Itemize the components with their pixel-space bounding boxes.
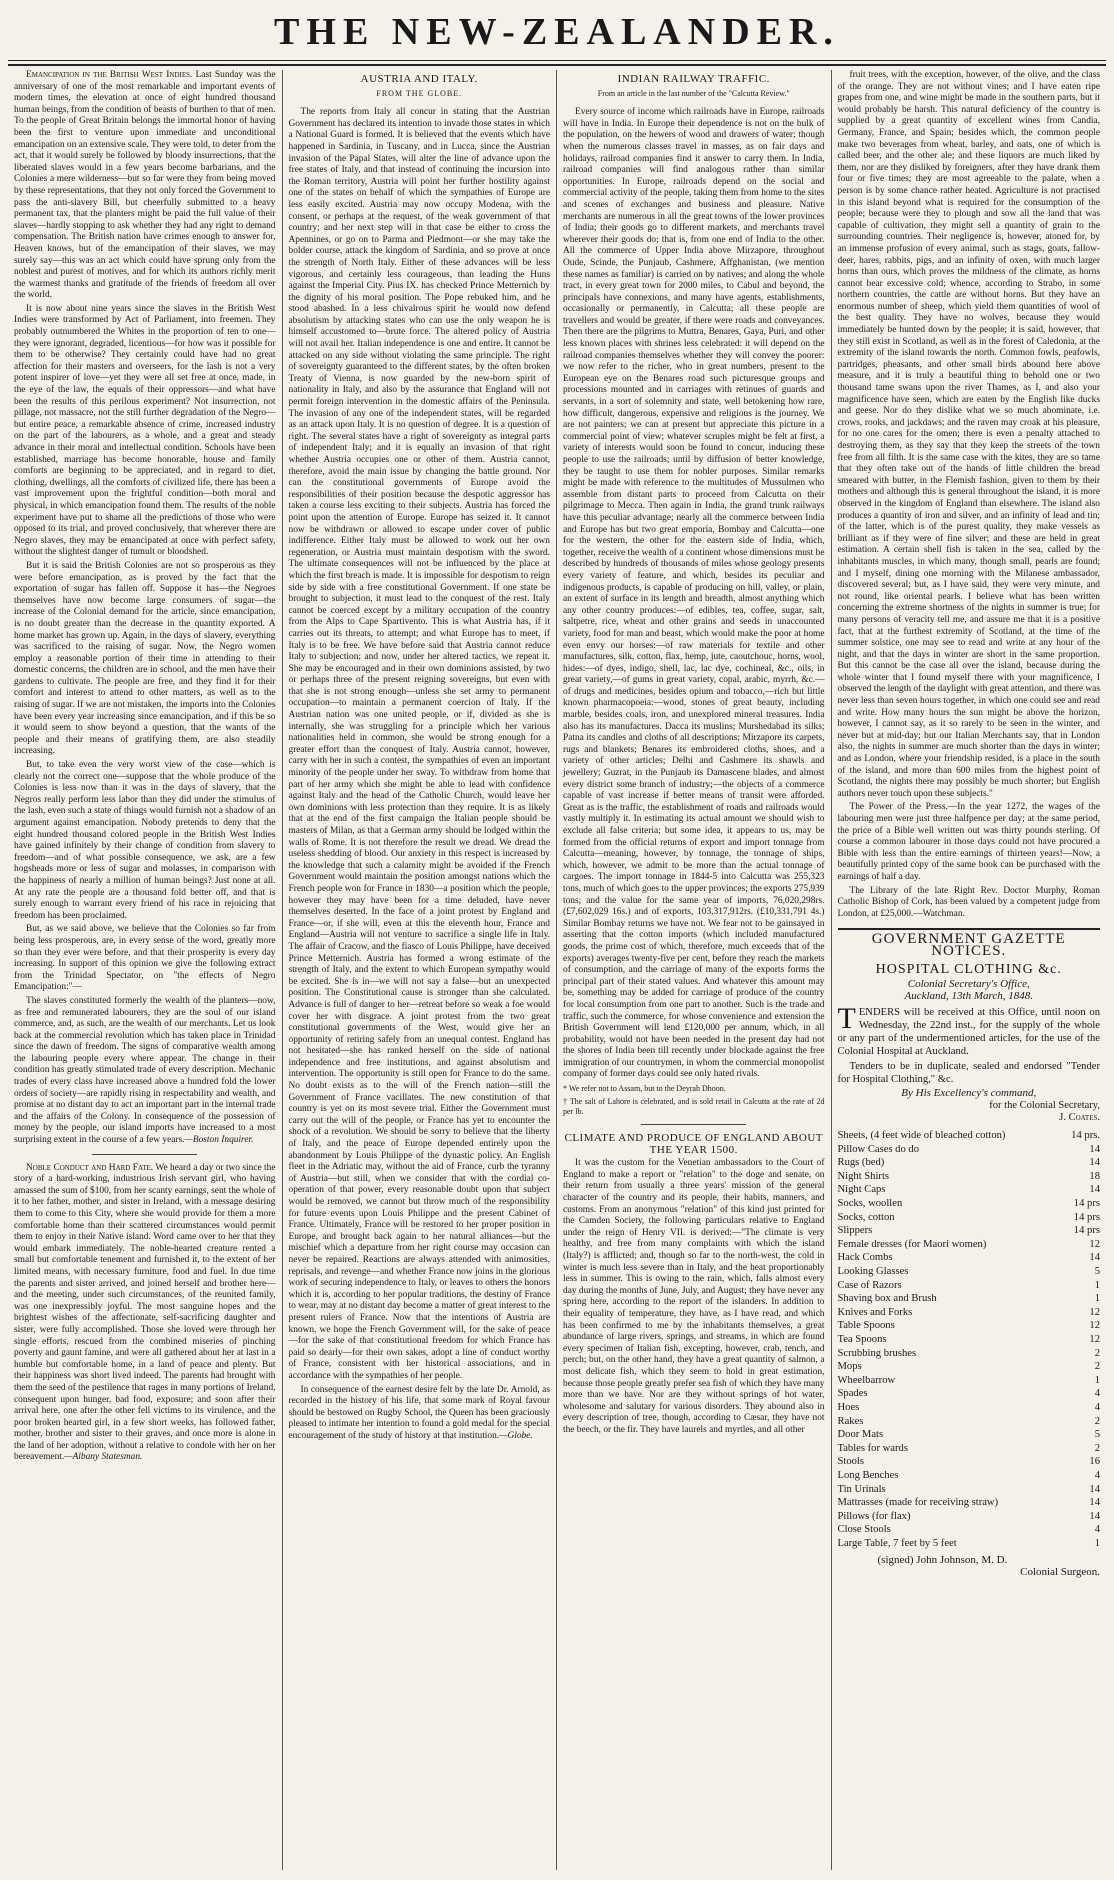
emancipation-para: But, to take even the very worst view of the case—which is clearly not the correct one—suppose that the whole produce of the Colonies is less now than it was in the days of slavery, that the Negros really perform less labor than they did under the stimulus of the lash, even such a state of things would furnish not a shadow of an argument against emancipation. Nobody pretends to deny that the eight hundred thousand colored people in the British West Indies have gained infinitely by their change of condition from slavery to freedom—and of what possible consequence, we ask, are a few hogsheads more or less of sugar and molasses, in comparison with the happiness of nearly a million of human beings? Just none at all. At any rate the people are a thousand fold better off, and that is surely enough to warrant every friend of his race in rejoicing that freedom has been proclaimed. [14,760,276,921]
library-para: The Library of the late Right Rev. Doctor Murphy, Roman Catholic Bishop of Cork, has been valued by a competent judge from London, at £25,000.—Watchman. [837,885,1100,919]
item-quantity: 1 [1094,1374,1100,1386]
item-name: Slippers [837,1225,873,1237]
indian-railway-source-line: From an article in the last number of the "Calcutta Review." [597,88,790,98]
item-quantity: 14 [1089,1510,1100,1522]
item-quantity: 4 [1094,1524,1100,1536]
table-row [838,1251,1101,1265]
noble-conduct-title: Noble Conduct and Hard Fate. [26,1162,154,1173]
notice-signer: J. Coates. [1059,1111,1100,1123]
item-name: Rakes [837,1415,864,1427]
items-table-body [838,1129,1101,1550]
item-name: Hoes [837,1401,860,1413]
item-quantity: 14 [1089,1184,1100,1196]
footnote: † The salt of Lahore is celebrated, and is sold retail in Calcutta at the rate of 2d per lb. [563,1097,825,1117]
noble-conduct-article: Noble Conduct and Hard Fate. We heard a day or two since the story of a hard-working, industrious Irish servant girl, who having amassed the sum of $100, from her scanty earnings, sent the whole of it to her father, mother, and sister in Ireland, with a message desiring them to come to this City, where she would provide for them a more comfortable home than their scattered circumstances would permit them to enjoy in their Native island. Word came over to her that they would embark immediately. The noble-hearted creature rented a small but comfortable tenement and furnished it, to the extent of her limited means, with necessary furniture, food and fuel. In due time the parents and sister arrived, and joined herself and brother here—and the meeting, under such circumstances, of the reunited family, was one inexpressibly joyful. The most sanguine hopes and the brightest wishes of the affectionate, self-sacrificing daughter and sister, were fully accomplished. Those she loved were through her single efforts, rescued from the combined miseries of pinching poverty and gaunt famine, and were all gathered about her at last in a humble but comfortable home, in a land of peace and plenty. But their happiness was short lived indeed. The parents had brought with them the seed of the pestilence that rages in many portions of Ireland, consequent upon hunger, bad food, exposure; and soon after their arrival here, one after the other fell victims to its virulence, and the poor broken hearted girl, in a few short weeks, has followed father, mother, brother and sister to their graves, and once more is alone in the land of her adoption, without a relative to condole with her on her bereavement.—Albany Statesman. [14,1162,276,1463]
table-row [838,1183,1101,1197]
item-quantity: 18 [1089,1170,1100,1182]
column-3 [557,70,832,1870]
item-name: Spades [837,1388,868,1400]
item-quantity: 1 [1094,1279,1100,1291]
rugby-source: —Globe. [499,1430,533,1441]
emancipation-para: But, as we said above, we believe that the Colonies so far from being less prosperous, are, in every sense of the word, greatly more so than they ever were before, and that their prosperity is every day increasing. In support of this opinion we give the following extract from the Trinidad Spectator, on "the effects of Negro Emancipation:"— [14,924,276,993]
table-row [838,1129,1101,1143]
item-name: Pillows (for flax) [837,1510,911,1522]
item-quantity: 12 [1089,1306,1100,1318]
climate-england-para: It was the custom for the Venetian ambassadors to the Court of England to make a report or "relation" to the doge and senate, on their return from usually a three years' mission of the general character of the country and its people, their habits, manners, and customs. From an anonymous "relation" of this kind just printed for the Camden Society, the following particulars relative to England under the reign of Henry VII. is derived:—"The climate is very healthy, and free from many complaints with which the island (Italy?) is afflicted; and, though so far to the north-west, the cold in winter is much less severe than in Italy, and the heat proportionably less in summer. This is owing to the rain, which, falls almost every day during the months of June, July, and August; they have never any spring here, according to the report of the islanders. In addition to their equality of temperature, they have, as I have read, and which has been confirmed to me by the inhabitants themselves, a great abundance of large rivers, springs, and streams, in which are found every specimen of Italian fish, excepting, however, crab, tench, and perch; but, on the other hand, they have a great quantity of salmon, a most delicate fish, which they seem to hold in great estimation, because those people greatly prefer sea fish of which they have many more than we have. Nor are they without springs of hot water, wholesome and salutary for various disorders. They abound also in every description of tree, though, according to Cæsar, they have not the beech, or the fir. They have laurels and myrtles, and all other [563,1158,825,1435]
column-2 [283,70,558,1870]
noble-conduct-source: —Albany Statesman. [64,1452,143,1463]
item-quantity: 12 [1089,1334,1100,1345]
table-row [838,1238,1101,1252]
item-quantity: 14 [1089,1143,1100,1155]
indian-railway-title: INDIAN RAILWAY TRAFFIC. [617,73,770,85]
emancipation-source: —Boston Inquirer. [184,1135,254,1146]
table-row [838,1523,1101,1537]
item-quantity: 1 [1094,1293,1100,1305]
item-name: Night Caps [837,1184,886,1196]
table-row [838,1387,1101,1401]
emancipation-lead [14,70,276,302]
item-quantity: 12 [1089,1238,1100,1250]
item-name: Tin Urinals [837,1483,886,1495]
item-quantity: 14 [1089,1497,1100,1509]
item-name: Rugs (bed) [837,1157,885,1169]
item-name: Door Mats [837,1429,884,1441]
item-name: Wheelbarrow [837,1374,896,1386]
table-row [838,1455,1101,1469]
item-name: Table Spoons [837,1320,895,1332]
item-quantity: 2 [1094,1442,1100,1454]
table-row [838,1279,1101,1293]
item-name: Shaving box and Brush [837,1293,937,1305]
table-row [838,1170,1101,1184]
item-quantity: 14 [1089,1157,1100,1169]
table-row [838,1156,1101,1170]
notice-command: By His Excellency's command, [901,1087,1037,1100]
drop-cap: T [837,1002,856,1036]
item-name: Tea Spoons [837,1334,887,1345]
table-row [838,1319,1101,1333]
signature-line: (signed) John Johnson, M. D. [877,1553,1008,1566]
newspaper-page [8,70,1106,1870]
item-name: Tables for wards [837,1442,908,1454]
table-row [838,1265,1101,1279]
notice-date: Auckland, 13th March, 1848. [904,989,1033,1002]
austria-italy-source-line: FROM THE GLOBE. [376,88,463,98]
item-quantity: 1 [1094,1537,1100,1549]
newspaper-title: THE NEW-ZEALANDER. [274,11,840,53]
notice-title: HOSPITAL CLOTHING &c. [875,961,1062,977]
item-quantity: 14 [1089,1483,1100,1495]
item-name: Looking Glasses [837,1266,909,1278]
masthead-rule-thick [8,64,1106,66]
column-4 [832,70,1107,1870]
footnote: * We refer not to Assam, but to the Deyrah Dhoon. [563,1084,726,1094]
item-quantity: 4 [1094,1401,1100,1413]
table-row [838,1537,1101,1551]
item-name: Stools [837,1456,864,1468]
table-row [838,1415,1101,1429]
item-name: Night Shirts [837,1170,890,1182]
indian-railway-para: Every source of income which railroads have in Europe, railroads will have in India. In Europe their dependence is not on the bulk of the population, on the hewers of wood and drawers of water; though when the numerous classes travel in masses, as on fair days and holidays, railroad companies find it answer to carry them. In India, railroad companies will find analogous rather than similar opportunities. In Europe, railroads depend on the social and commercial activity of the people, taking them from home to the sites and scenes of exchanges and business and pleasure. Native merchants are numerous in all the great towns of the lower provinces of India; their goods go to different markets, and merchants travel wherever their goods do; that is, from one end of India to the other. All the commerce of Upper India above Mirzapore, throughout Oude, Scinde, the Punjaub, Cashmere, Affghanistan, (we mention these names as familiar) is carried on by natives; and along the whole tract, in every great town for 2000 miles, to Cabul and beyond, the principals have connexions, and many have agents, establishments, occasionally or permanently, in Calcutta; all these people are travellers and would be greater, if there were roads and conveyances. Then there are the pilgrims to Muttra, Benares, Gaya, Puri, and other less known places with shrines less celebrated: it will depend on the railroad companies themselves whether they will convey the poorer: we now refer to the richer, who in great numbers, present to the European eye on the Benares road such picturesque groups and processions mounted and in carriages with retinues of guards and servants, in a sort of solemnity and state, well betokening how rare, how difficult, dangerous, expensive and religious is the journey. We are not painters; we can at present but appreciate this picture in a commercial point of view; whatever scruples might be felt at first, a variety of interests would soon be found to concur, inducing these people to use the railroads; until by diffusion of better knowledge, they be taught to use them for nobler purposes. Similar remarks might be made with reference to the multitudes of Mussulmen who assemble from distant parts to proceed from Calcutta on their pilgrimage to Mecca. Then again in India, the grand trunk railways have this peculiar advantage; nearly all the commerce between India and Europe has but two great emporia, Bombay and Calcutta—one for the western, the other for the eastern side of India, which, together, receive the wealth of a continent whose dimensions must be described by hundreds of thousands of miles whose geology presents every variety of feature, and which, besides its peculiar and indigenous products, is capable of producing on hill, valley, or plain, an extent of surface in its length and breadth, almost anything which any other country produces:—of edibles, tea, coffee, sugar, salt, saltpetre, rice, wheat and other grains and seeds in unaccounted variety, food for man and beast, which would make the poor at home even envy our horses:—of raw materials for textile and other manufactures, silk, cotton, flax, hemp, jute, caoutchouc, horns, wool, hides:—of dyes, indigo, shell, lac, lac dye, cochineal, &c., oils, in great variety,—of gums in great variety, copal, arabic, myrrh, &c.—of drugs and medicines, besides opium and tobacco,—rich but little known pharmacopoeia:—wood, stones of great beauty, including marble, besides coals, iron, and unexplored mineral treasures. India also has its manufactures. Dacca its muslins; Murshedabad its silks; Patna its candles and cloths of all descriptions; Mirzapore its carpets, rugs and blankets; Benares its embroidered cloths, shoes, and a variety of other articles; Delhi and Cashmere its shawls and jewellery; Guzrat, in the Punjaub its Damascene blades, and almost every district some branch of industry;—the objects of a commerce capable of vast increase if better means of transit were afforded. Great as is the traffic, the establishment of roads and railroads would vastly multiply it. In estimating its actual amount we should wish to exclude all false criteria; but some idea, it appears to us, may be formed from the official returns of export and import tonnage from Calcutta—meaning, however, by tonnage, the tonnage of ships, which, however, we admit to be more than the actual tonnage of cargoes. The import tonnage in 1844-5 into Calcutta was 255,323 tons, much of which goes to the upper provinces; the exports 275,939 tons; and the value for the same year of imports, 76,020,298rs.(£7,602,029 16s.) and of exports, 103,317,912rs. (£10,331,791 4s.) Similar Bombay returns we have not. We fear not to be gainsayed in asserting that the cotton imports (which included manufactured goods, the prime cost of which, therefore, much exceeds that of the exports) averages twenty-five per cent, before they reach the markets of consumption, and the carriage of many of the exports forms the principal part of their stated values. And whatever this amount may be, something may be added for carriage of produce of the country for local consumption from one part to another. Such is the trade and traffic, such the commerce, for whose convenience and extension the British Government will lend £120,000 per annum, which, in all probability, would not have been needed in the present day had not the shores of India been till recently under blockade against the free immigration of our countrymen, in whom the commercial monopolist company of former days could see only hated rivals. [563,107,825,1080]
item-name: Pillow Cases do do [837,1143,920,1155]
item-quantity: 14 prs [1073,1211,1100,1223]
emancipation-para: Last Sunday was the anniversary of one of the most remarkable and important events of modern times, the elevation at once of eight hundred thousand human beings, from the condition of beasts of burthen to that of men. To the people of Great Britain belongs the immortal honor of having been the first to venture upon immediate and unconditional emancipation on an extensive scale. They were told, to deter from the act, that it would surely be followed by bloody insurrections, that the liberated slaves would in a few years become barbarians, and the Colonies a mere wilderness—but so far were they from being moved by these representations, that they not only forced the Government to pass the anti-slavery Bill, but cheerfully submitted to a heavy permanent tax, that the planters might be paid the full value of their slaves—hardly stopping to ask whether they had any right to demand compensation. The British nation have crimes enough to answer for, Heaven knows, but of the emancipation of their slaves, we may surely say—this was an act which could have sprung only from the noblest and purest of motives, and for which its authors richly merit the warmest thanks and gratitude of the friends of freedom all over the world. [14,70,276,301]
notice-for: for the Colonial Secretary, [989,1099,1100,1111]
item-quantity: 12 [1089,1320,1100,1332]
emancipation-quote: The slaves constituted formerly the wealth of the planters—now, as free and remunerated labourers, they are the soul of our island commerce, and, as such, are the wealth of our merchants. Let us look back at the commercial revolution which has taken place in Trinidad since the dawn of freedom. The signs of comparative wealth among the labouring people every where appear. The change in their condition has greatly stimulated trade of every description. Mechanic trades of every class have increased above a hundred fold the lower orders of society—are rapidly rising in respectability and wealth, and promise at no distant day to act an important part in the internal trade and the affairs of the Colony. In consequence of the possession of money by the people, our island imports have increased to a most surprising extent in the course of a few years.—Boston Inquirer. [14,995,276,1146]
notice-office: Colonial Secretary's Office, [907,978,1030,991]
emancipation-para: But it is said the British Colonies are not so prosperous as they were before emancipation, as is proved by the fact that the exportation of sugar has fallen off. Suppose it has—the Negroes themselves have now become large consumers of sugar—the increase of the Colonial demand for the article, since emancipation, is no doubt greater than the decrease in the quantity exported. A home market has grown up. Again, in the days of slavery, everything was sacrificed to the raising of sugar. Now, the Negro women employ a reasonable portion of their time in attending to their domestic concerns, the children are in school, and the men have their gardens to cultivate. The people are free, and they find it for their comfort and interest to attend to other matters, as well as to the raising of sugar. If we are not mistaken, the imports into the Colonies have been every year increasing since emancipation, and if this be so it would seem to show beyond a question, that the wants of the people and their means of gratifying them, are also steadily increasing. [14,560,276,757]
item-name: Mattrasses (made for receiving straw) [837,1497,999,1509]
table-row [838,1292,1101,1306]
item-quantity: 2 [1094,1361,1100,1373]
article-separator [641,1124,746,1125]
gazette-heading: GOVERNMENT GAZETTE NOTICES. [838,928,1101,957]
item-name: Close Stools [837,1524,891,1536]
masthead [0,0,1114,62]
item-name: Socks, woollen [837,1198,903,1210]
item-name: Knives and Forks [837,1306,913,1318]
table-row [838,1197,1101,1211]
item-quantity: 14 prs [1073,1225,1100,1237]
table-row [838,1224,1101,1238]
masthead-rule [8,60,1106,61]
item-name: Socks, cotton [837,1211,895,1223]
table-row [838,1143,1101,1157]
table-row [838,1360,1101,1374]
table-row [838,1374,1101,1388]
item-name: Scrubbing brushes [837,1347,917,1359]
item-name: Sheets, (4 feet wide of bleached cotton) [837,1130,1006,1142]
table-row [838,1333,1101,1347]
item-name: Female dresses (for Maori women) [837,1238,987,1250]
items-table [838,1129,1101,1550]
item-quantity: 2 [1094,1415,1100,1427]
austria-italy-title: AUSTRIA AND ITALY. [360,73,478,85]
hospital-clothing-notice [837,961,1101,1579]
table-row [838,1510,1101,1524]
table-row [838,1428,1101,1442]
power-of-press-para: The Power of the Press.—In the year 1272, the wages of the labouring men were just three halfpence per day; at the same period, the price of a Bible well written out was thirty pounds sterling. Of course a common labourer in those days could not have procured a Bible with less than the entire earnings of thirteen years!—Now, a beautifully printed copy of the same book can be purchased with the earnings of half a day. [837,802,1100,882]
table-row [838,1496,1101,1510]
emancipation-para: It is now about nine years since the slaves in the British West Indies were transformed by Act of Parliament, into freemen. They probably outnumbered the Whites in the proportion of ten to one—they were ignorant, degraded, licentious—for how was it possible for them to be otherwise? They certainly could have had no great affection for their masters and overseers, for the lash is not a very potent inspirer of love—yet they were all set free at once, made, in the eye of the law, the equals of their oppressors—and what have been the results of this perilous experiment? Not insurrection, not pillage, not massacre, not the still further degradation of the Negro—but entire peace, a remarkable absence of crime, increased industry on the part of the labourers, as a whole, and a great and steady advance in their moral and intellectual condition. Schools have been established, marriage has become honorable, house and family comforts are beginning to be appreciated, and in regard to diet, clothing, dwellings, all the comforts of civilized life, there has been a vast improvement upon the frightful condition—both moral and physical, in which emancipation found them. The results of the noble experiment have put to shame all the predictions of those who were opposed to its trial, and proved conclusively, that wherever there are Negro slaves, they may be emancipated at once with perfect safety, without the slightest danger of tumult or bloodshed. [14,303,276,558]
article-separator [92,1154,197,1155]
item-name: Mops [837,1361,862,1373]
table-row [838,1469,1101,1483]
item-quantity: 5 [1094,1429,1100,1441]
table-row [838,1483,1101,1497]
table-row [838,1442,1101,1456]
rugby-school-para: In consequence of the earnest desire felt by the late Dr. Arnold, as recorded in the history of his life, that some mark of Royal favour should be bestowed on Rugby School, the Queen has been graciously pleased to intimate her intention to found a gold medal for the special encouragement of the study of history at that institution.—Globe. [288,1384,550,1441]
climate-continued-para: fruit trees, with the exception, however, of the olive, and the class of the orange. They are not without vines; and I have eaten ripe grapes from one, and wine might be made in the southern parts, but it would probably be harsh. This natural deficiency of the country is supplied by a great quantity of excellent wines from Candia, Germany, France, and Spain; besides which, the common people make two beverages from wheat, barley, and oats, one of which is called beer, and the other ale; and these liquors are much liked by them, nor are they disliked by foreigners, after they have drank them four or five times; they are most agreeable to the palate, when a person is by some chance rather heated. Agriculture is not practised in this island beyond what is required for the consumption of the people; because were they to plough and sow all the land that was capable of cultivation, they might sell a quantity of grain to the surrounding countries. Their negligence is, however, atoned for, by an immense profusion of every animal, such as stags, goats, fallow-deer, hares, rabbits, pigs, and an infinity of oxen, with much larger horns than ours, which proves the mildness of the climate, as horns cannot bear excessive cold; whence, according to Strabo, in some northern countries, the cattle are without horns. But they have an enormous number of sheep, which yield them quantities of wool of the best quality. They have no wolves, because they would immediately be hunted down by the people; it is said, however, that they still exist in Scotland, as well as in the forest of Caledonia, at the extremity of the island towards the north. Common fowls, peafowls, partridges, pheasants, and other small birds abound here above measure, and it is truly a beautiful thing to behold one or two thousand tame swans upon the river Thames, as I, and also your magnificence have seen, which are eaten by the English like ducks and geese. Nor do they dislike what we so much abominate, i.e. crows, rooks, and jackdaws; and the raven may croak at his pleasure, for no one cares for the omen; there is even a penalty attached to destroying them, as they say that they keep the streets of the town free from all filth. It is the same case with the kites, they are so tame that they often take out of the hands of little children the bread smeared with butter, in the Flemish fashion, given to them by their mothers and although this is general throughout the island, it is more observed in the kingdom of England than elsewhere. The island also produces a quantity of iron and silver, and an infinity of lead and tin; of the latter, which is of the purest quality, they make vessels as brilliant as if they were of fine silver; and these are held in great estimation. A certain shell fish is taken in the sea, called by the inhabitants muscles, in which many, though small, pearls are found; and I myself, dining one morning with the Milanese ambassador, discovered several; but, as I have said, they were very minute, and not round, like oriental pearls. I believe what has been written concerning the extreme shortness of the nights in summer is true; for many persons of veracity tell me, and assure me that it is a positive fact, that at the furthest extremity of Scotland, at the time of the summer solstice, one may see to read and write at any hour of the night, and that the days in winter are short in the same proportion. But this cannot be the case all over the island, because during the whole winter that I found myself there with your magnificence, I observed the length of the daylight with great attention, and there was never less than seven hours together, in which one could see and read and write. How many hours the sun might be above the horizon, however, I cannot say, as it so rarely to be seen in the winter, and never but at mid-day; but our Italian Merchants say, that in London also, the nights in summer are much shorter than the days in winter; and as London, where your friendship resided, is a place in the south of the island, and more than 600 miles from the highest point of Scotland, the nights there may possibly be much shorter; but English authors never touch upon these subjects." [837,70,1100,799]
item-quantity: 5 [1094,1266,1100,1278]
table-row [838,1401,1101,1415]
notice-body: TENDERS will be received at this Office, until noon on Wednesday, the 22nd inst., for the supply of the whole or any part of the undermentioned articles, for the use of the Colonial Hospital at Auckland. [837,1002,1100,1058]
item-quantity: 4 [1094,1388,1100,1400]
column-1 [8,70,283,1870]
table-row [838,1347,1101,1361]
austria-italy-para: The reports from Italy all concur in stating that the Austrian Government has declared its intention to invade those states in which a National Guard is formed. It is believed that the events which have happened in Sardinia, in Tuscany, and in Lucca, since the Austrian invasion of the Papal States, will alter the line of advance upon the free states of Italy, and that instead of continuing the incursion into the Roman territory, Austria will point her further hostility against one of the states on behalf of which the sympathies of Europe are less easily excited. Austria may now occupy Modena, with the consent, or perhaps at the request, of the weak government of that country; and her next step will in that case be either to cross the Apennines, or go on to Parma and Piedmont—or she may take the bolder course, attack the kingdom of Sardinia, and so prove at once the strength of North Italy. Either of these advances will be less vigorous, and certainly less courageous, than leading the Huns against the Imperial City. Pius IX. has checked Prince Metternich by the dignity of his moral position. The Pope rebuked him, and he stood abashed. In a less chivalrous spirit he would now defend absolutism by attacking states who can use the only weapon he is himself accustomed to—brute force. The altered policy of Austria will not avail her. Italian independence is one and entire. It cannot be attacked on any side without violating the same principle. The right of sovereignty guaranteed to the different states, by the often broken Treaty of Vienna, is now guarded by the new-born spirit of nationality in Italy, and also by the assurance that England will not permit foreign intervention in the domestic affairs of the Peninsula. The invasion of any one of the independent states, will be regarded as an attack upon Italy. It is no question of degree. It is a question of right. The several states have a right of sovereignty as integral parts of independent Italy; and it is equally an invasion of that right whether Austria occupies one or other of them. Austria cannot, therefore, avoid the main issue by changing the battle ground. Nor can the constitutional governments of Europe avoid the responsibilities of their position because the despotic aggressor has taken a course less exciting to their subjects. Austria has forced the point upon the attention of Europe. Europe has seized it. It cannot now be withdrawn or allowed to escape under cover of public indifference. Either Italy must be allowed to work out her own regeneration, or Austria must maintain despotism with the sword. The ultimate consequences will not be influenced by the place at which the first breach is made. It is impossible for despotism to reign side by side with a free constitutional Government. If one state be brought to subjection, it must lead to the conquest of the rest. Italy cannot be coerced except by a military occupation of the country from the Alps to Cape Spartivento. This is what Austria has, if it carries out its threats, to attempt; and what Europe has to meet, if Italy is to be free. We have before said that Austria cannot reduce Italy to subjection; and now, under her altered tactics, we repeat it. She may be encouraged and in their own dominions assisted, by two or perhaps three of the present reigning sovereigns, but even with that she is not strong enough—unless she set army to permanent occupation—to maintain a permanent coercion of Italy. If the Austrian nation was one united people, or if, divided as she is internally, she was struggling for a principle which her various nationalities held in common, she would be strong enough for a greater effort than the conquest of Italy. Austria cannot, however, carry with her in such a contest, the sympathies of even an important minority of the people under her sway. To withdraw from home that part of her army which she might be able to lead with confidence against Italy and the head of the Catholic Church, would leave her own dominions with less protection than they require. It is as likely that at the end of the first campaign the Italian people should be masters of Milan, as that a German army should be lodged within the walls of Rome. It is not therefore the result we dread. We dread the useless shedding of blood. Our anxiety in this respect is increased by the knowledge that such a calamity might be avoided if the French Government would maintain the position amongst nations which the French people won for France in 1830—a position which the people, however they may have been for a time deluded, have never themselves deserted. In the face of a joint protest by England and France—or, if she will, even at this the eleventh hour, France and England—Austria will not venture to sacrifice a single life in Italy. The affair of Cracow, and the fiasco of Louis Philippe, have deceived Prince Metternich. Austria has formed a wrong estimate of the strength of Italy, and the extent to which European sympathy would be excited. She is in—we will not say a false—but an unexpected position. The Constitutional cause is stronger than she calculated. Advance is full of danger to her—retreat before so weak a foe would cover her with disgrace. A joint protest from the two great constitutional governments of the West, would give her an opportunity of retiring safely from an unequal contest. England has not hesitated—she has ranked herself on the side of national independence and free institutions, and against absolutism and intervention. The opportunity is still open for France to do the same. No doubt exists as to the will of the French nation—still the Government of France vacillates. The new constitution of that country is yet on its most severe trial. Either the Government must carry out the will of the people, or France has yet to encounter the shock of a revolution. We should be sorry to believe that the liberty of Italy, and the peace of Europe depended entirely upon the abandonment by Louis Philippe of the dynastic policy. An English fleet in the Adriatic may, without the aid of France, curb the tyranny of Austria—but still, when we consider that with the cordial co-operation of that power, every reasonable doubt upon that subject would be removed, we cannot but throw much of the responsibility for future events upon Louis Philippe and the present Cabinet of France. Ultimately, France will be restored to her proper position in Europe, and brought back again to her natural alliances—but the mischief which a departure from her right course may occasion can never be repaired. Reactions are always attended with animosities, reprisals, and revenge—and whether France now joins in the glorious work of securing independence to Italy, or leaves to others the honors which it is, according to her popular traditions, the destiny of France to wear, may at no distant day become a matter of great interest to the present rulers of France. Now that the intentions of Austria are known, we hope the French Government will, for the sake of peace—for the sake of that constitutional freedom for which France has paid so dearly—for their own sakes, adopt a line of conduct worthy of France, consistent with her historical associations, and in accordance with the sympathies of her people. [288,107,550,1381]
item-quantity: 4 [1094,1469,1100,1481]
item-name: Hack Combs [837,1252,893,1264]
item-quantity: 14 prs. [1071,1130,1100,1142]
item-quantity: 14 prs [1073,1198,1100,1210]
item-quantity: 2 [1094,1347,1100,1359]
signature-title: Colonial Surgeon. [1020,1565,1100,1578]
item-name: Long Benches [837,1469,899,1481]
table-row [838,1306,1101,1320]
table-row [838,1211,1101,1225]
item-name: Case of Razors [837,1279,902,1291]
climate-england-title: CLIMATE AND PRODUCE OF ENGLAND ABOUT THE YEAR 1500. [564,1132,823,1156]
item-quantity: 16 [1089,1456,1100,1468]
notice-body-2: Tenders to be in duplicate, sealed and endorsed "Tender for Hospital Clothing," &c. [837,1061,1100,1086]
item-quantity: 14 [1089,1252,1100,1264]
item-name: Large Table, 7 feet by 5 feet [837,1537,957,1549]
emancipation-title: Emancipation in the British West Indies. [26,70,193,80]
